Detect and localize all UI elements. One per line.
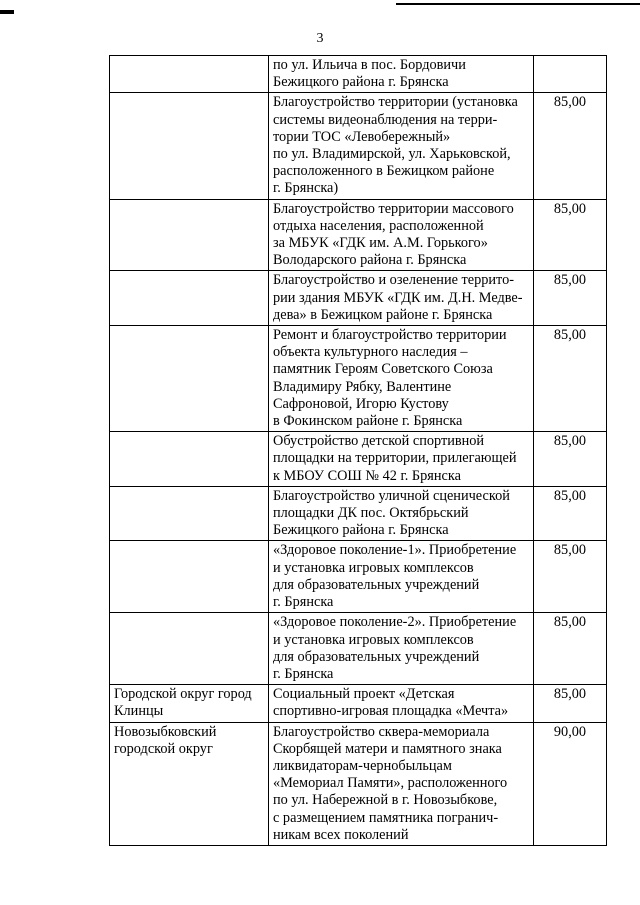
table-row xyxy=(110,541,607,613)
scan-mark-left xyxy=(0,10,14,14)
district-cell xyxy=(110,93,269,199)
amount-cell: 85,00 xyxy=(534,93,607,199)
amount-cell: 85,00 xyxy=(534,685,607,722)
district-cell xyxy=(110,326,269,432)
district-cell xyxy=(110,199,269,271)
table-row xyxy=(110,722,607,845)
amount-cell: 85,00 xyxy=(534,199,607,271)
amount-cell: 90,00 xyxy=(534,722,607,845)
district-cell xyxy=(110,432,269,487)
district-cell xyxy=(110,271,269,326)
table-row xyxy=(110,56,607,93)
project-cell: Ремонт и благоустройство территории объекта культурного наследия – памятник Героям Советского Союза Владимиру Рябку, Валентине Сафроновой, Игорю Кустову в Фокинском районе г. Брянска xyxy=(269,326,534,432)
project-cell: Социальный проект «Детская спортивно-игровая площадка «Мечта» xyxy=(269,685,534,722)
project-cell: Благоустройство сквера-мемориала Скорбящей матери и памятного знака ликвидаторам-чернобыльцам «Мемориал Памяти», расположенного по ул. Набережной в г. Новозыбкове, с размещением памятника погранич- никам всех поколений xyxy=(269,722,534,845)
table-row xyxy=(110,432,607,487)
amount-cell: 85,00 xyxy=(534,271,607,326)
district-cell xyxy=(110,56,269,93)
district-cell xyxy=(110,486,269,541)
project-cell: по ул. Ильича в пос. Бордовичи Бежицкого района г. Брянска xyxy=(269,56,534,93)
amount-cell: 85,00 xyxy=(534,613,607,685)
project-cell: Благоустройство территории (установка системы видеонаблюдения на терри- тории ТОС «Левобережный» по ул. Владимирской, ул. Харьковской, расположенного в Бежицком районе г. Брянска) xyxy=(269,93,534,199)
amount-cell: 85,00 xyxy=(534,486,607,541)
table-row xyxy=(110,326,607,432)
amount-cell: 85,00 xyxy=(534,541,607,613)
project-cell: «Здоровое поколение-2». Приобретение и установка игровых комплексов для образовательных учреждений г. Брянска xyxy=(269,613,534,685)
district-cell: Новозыбковский городской округ xyxy=(110,722,269,845)
district-cell xyxy=(110,613,269,685)
project-cell: Обустройство детской спортивной площадки на территории, прилегающей к МБОУ СОШ № 42 г. Брянска xyxy=(269,432,534,487)
amount-cell: 85,00 xyxy=(534,432,607,487)
table-row xyxy=(110,93,607,199)
district-cell xyxy=(110,541,269,613)
amount-cell: 85,00 xyxy=(534,326,607,432)
table-row xyxy=(110,271,607,326)
table-row xyxy=(110,685,607,722)
table-row xyxy=(110,486,607,541)
projects-table xyxy=(109,55,607,846)
district-cell: Городской округ город Клинцы xyxy=(110,685,269,722)
table-row xyxy=(110,199,607,271)
scan-mark-right xyxy=(396,3,640,5)
page-number: 3 xyxy=(316,31,324,46)
amount-cell xyxy=(534,56,607,93)
project-cell: «Здоровое поколение-1». Приобретение и установка игровых комплексов для образовательных учреждений г. Брянска xyxy=(269,541,534,613)
project-cell: Благоустройство и озеленение террито- рии здания МБУК «ГДК им. Д.Н. Медве- дева» в Бежицком районе г. Брянска xyxy=(269,271,534,326)
project-cell: Благоустройство территории массового отдыха населения, расположенной за МБУК «ГДК им. А.М. Горького» Володарского района г. Брянска xyxy=(269,199,534,271)
table-row xyxy=(110,613,607,685)
project-cell: Благоустройство уличной сценической площадки ДК пос. Октябрьский Бежицкого района г. Брянска xyxy=(269,486,534,541)
